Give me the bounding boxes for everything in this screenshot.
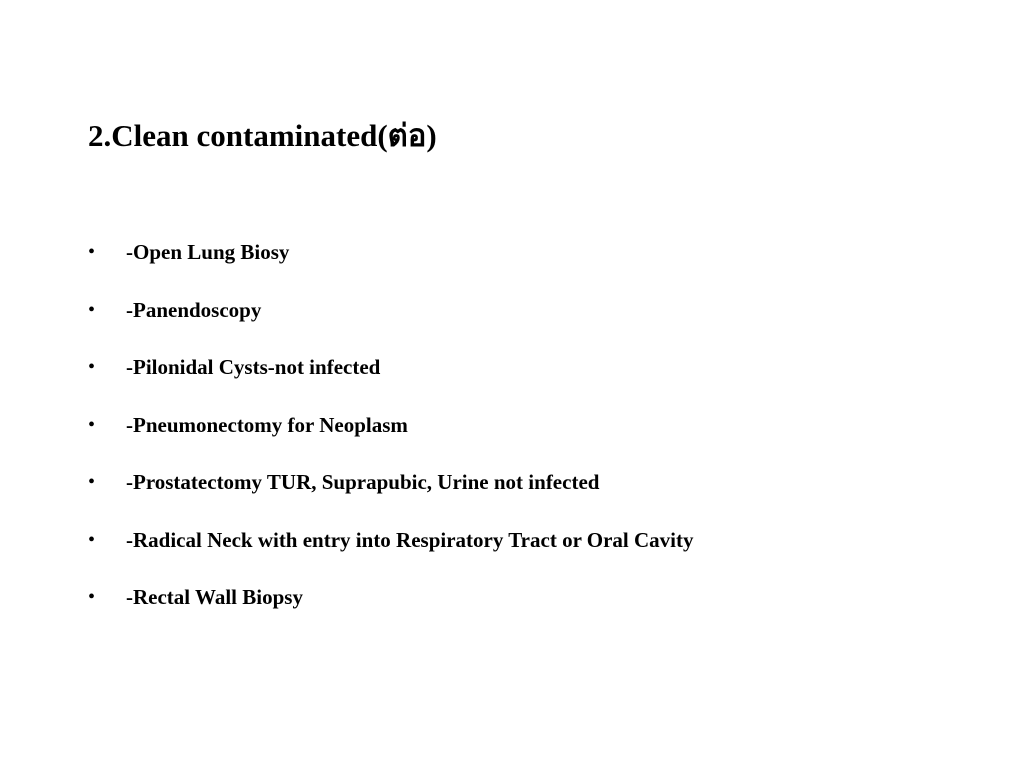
bullet-icon: •	[88, 241, 96, 263]
list-item-text: -Prostatectomy TUR, Suprapubic, Urine not infected	[126, 470, 600, 494]
bullet-icon: •	[88, 471, 96, 493]
list-item	[88, 234, 988, 292]
slide-title: 2.Clean contaminated(ต่อ)	[88, 118, 437, 153]
bullet-list	[88, 234, 988, 637]
list-item-text: -Rectal Wall Biopsy	[126, 585, 303, 609]
bullet-icon: •	[88, 356, 96, 378]
bullet-icon: •	[88, 586, 96, 608]
list-item-text: -Radical Neck with entry into Respiratory Tract or Oral Cavity	[126, 527, 694, 552]
list-item	[88, 349, 988, 407]
list-item-text: -Pilonidal Cysts-not infected	[126, 355, 381, 379]
bullet-icon: •	[88, 528, 96, 551]
bullet-icon: •	[88, 298, 96, 321]
list-item-text: -Open Lung Biosy	[126, 240, 290, 264]
list-item-text: -Pneumonectomy for Neoplasm	[126, 412, 408, 437]
list-item	[88, 292, 988, 350]
list-item-text: -Panendoscopy	[126, 297, 262, 322]
list-item	[88, 407, 988, 465]
list-item	[88, 522, 988, 580]
list-item	[88, 579, 988, 637]
list-item	[88, 464, 988, 522]
bullet-icon: •	[88, 413, 96, 436]
